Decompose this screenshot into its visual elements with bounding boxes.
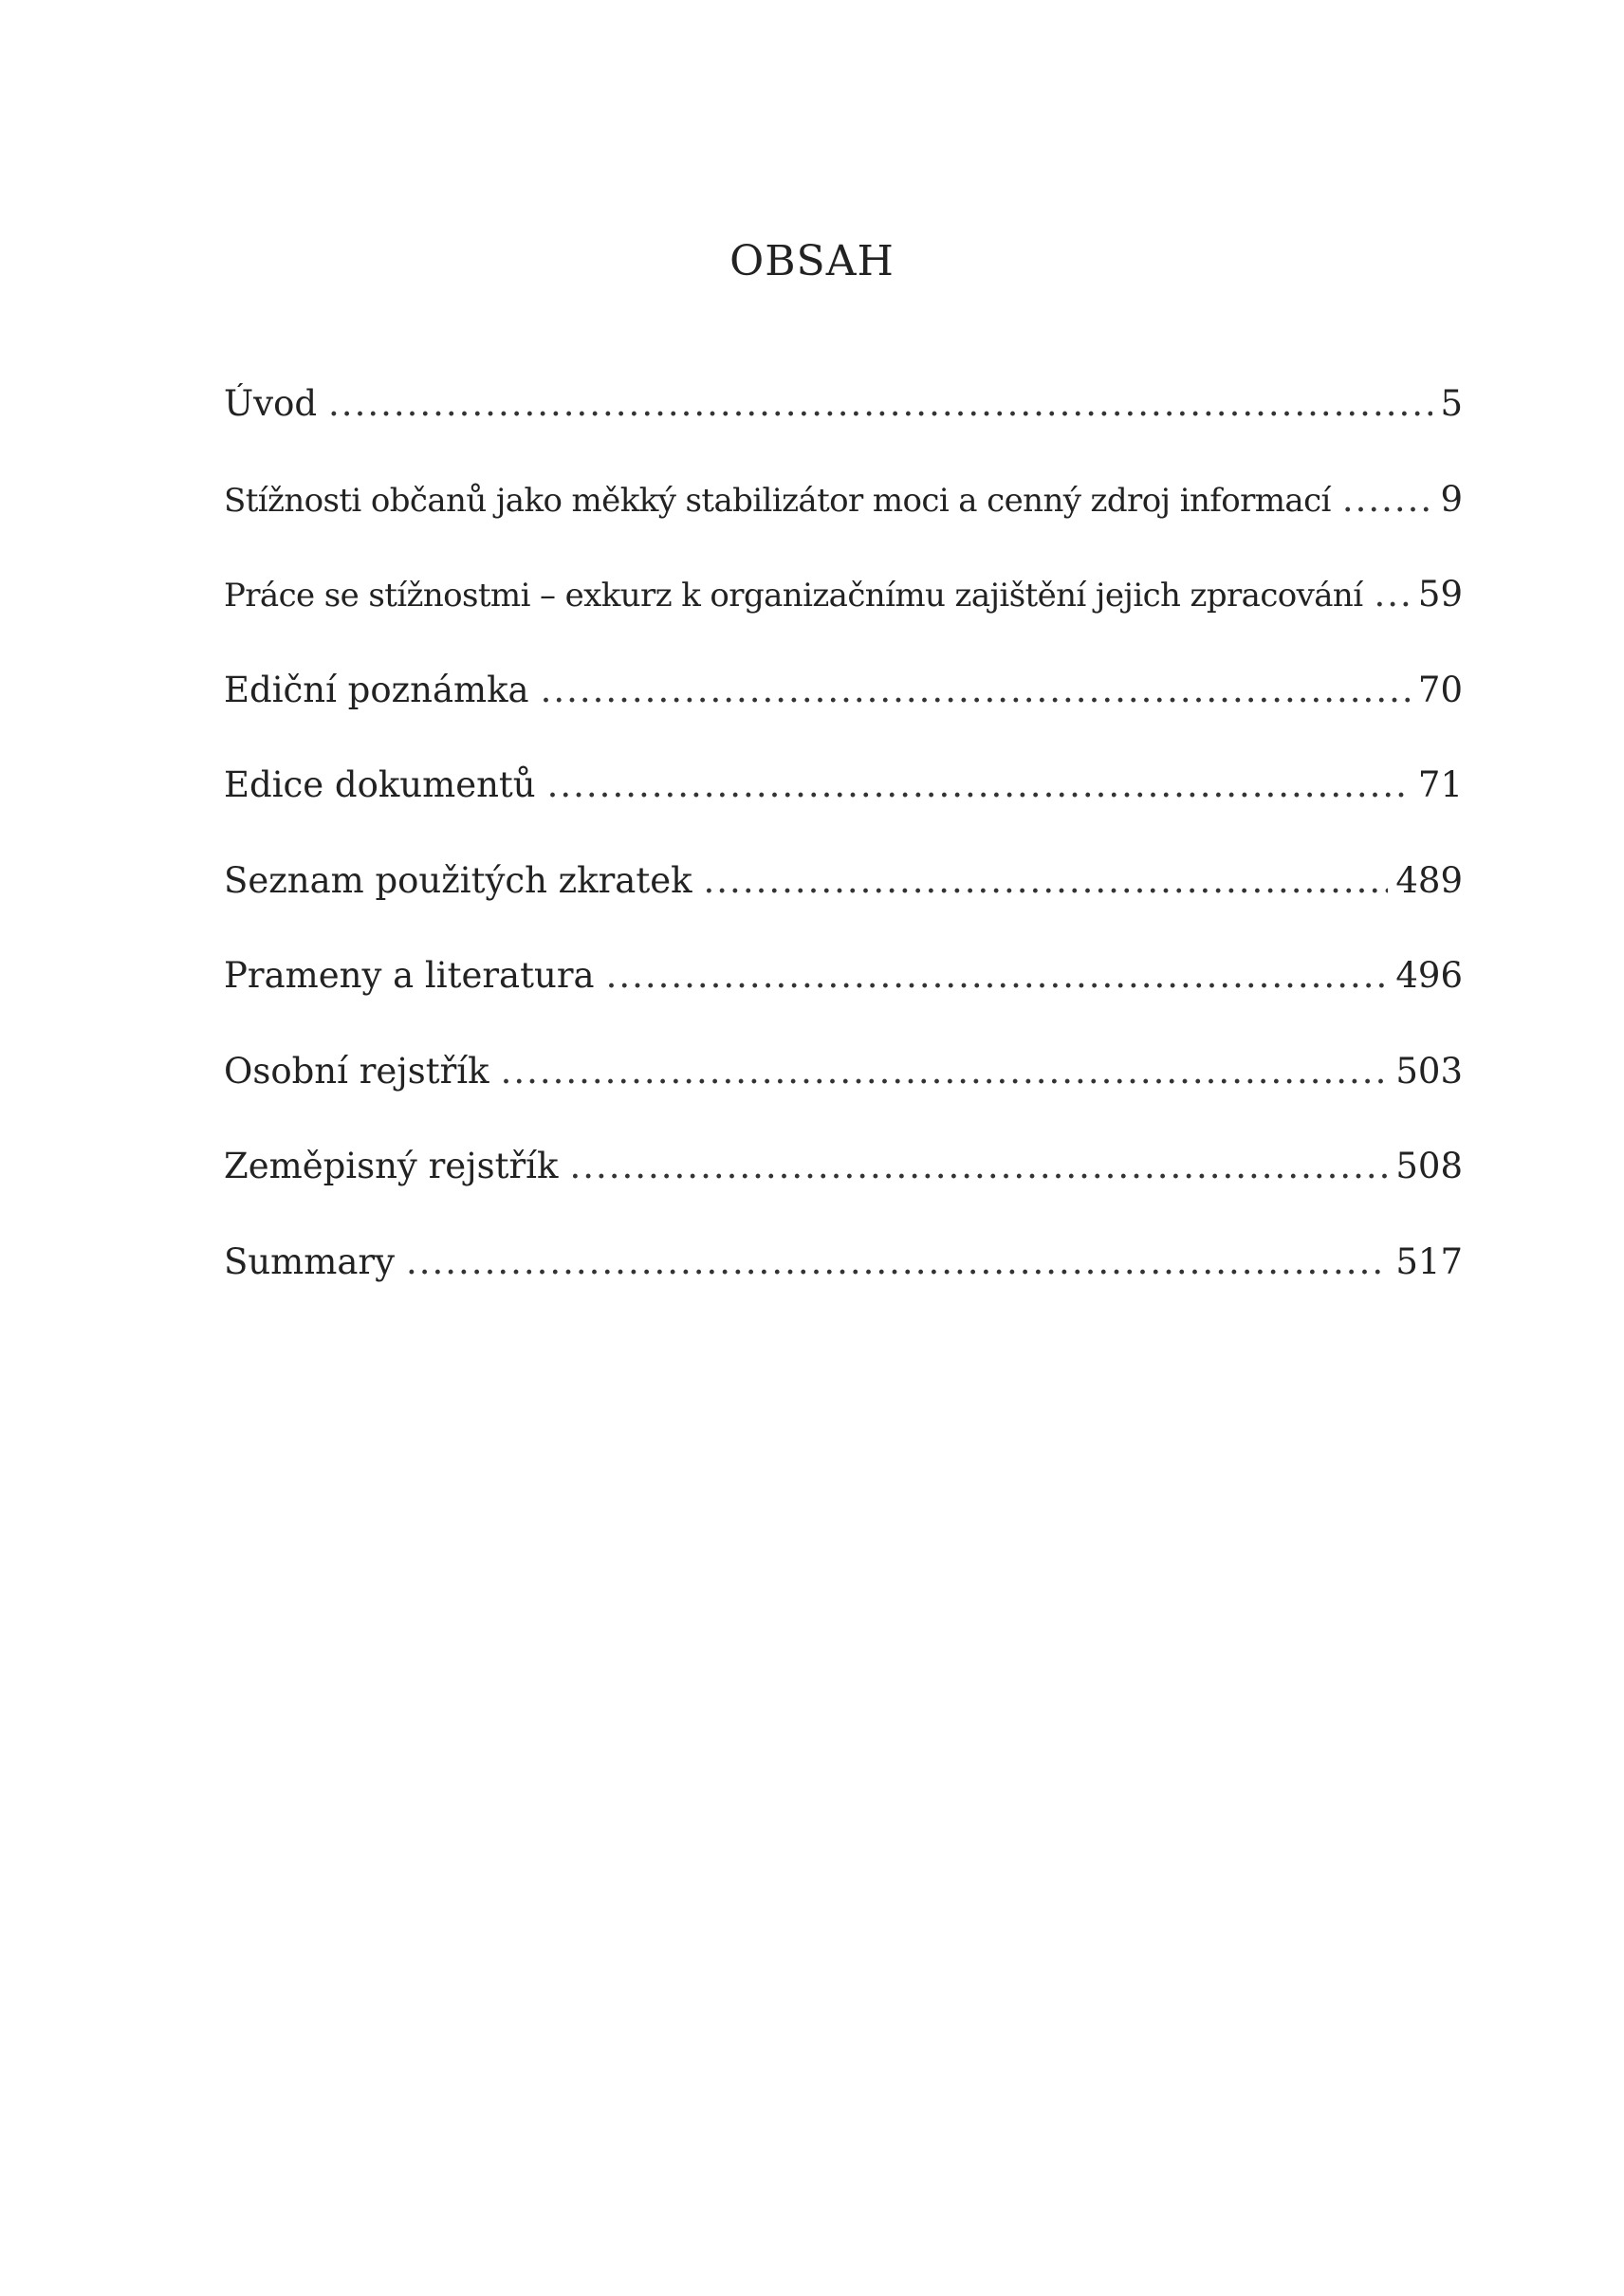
toc-leader-dots [704, 860, 1389, 901]
toc-entry-title: Práce se stížnostmi – exkurz k organizačnímu zajištění jejich zpracování [224, 577, 1363, 615]
toc-entry-title: Zeměpisný rejstřík [224, 1146, 559, 1186]
toc-entry-page: 489 [1395, 859, 1463, 901]
toc-entry-zemepisny-rejstrik[interactable] [224, 1146, 1463, 1241]
toc-entry-uvod[interactable] [224, 383, 1463, 479]
toc-entry-page: 70 [1417, 669, 1463, 710]
toc-entry-prameny-a-literatura[interactable] [224, 955, 1463, 1051]
toc-entry-prace-se-stiznostmi[interactable] [224, 574, 1463, 670]
toc-leader-dots [501, 1051, 1389, 1092]
toc-entry-page: 503 [1395, 1050, 1463, 1092]
toc-leader-dots [1375, 574, 1411, 615]
toc-entry-page: 517 [1395, 1240, 1463, 1282]
toc-entry-title: Prameny a literatura [224, 955, 595, 996]
toc-entry-title: Edice dokumentů [224, 764, 536, 805]
toc-entry-title: Seznam použitých zkratek [224, 859, 692, 901]
toc-entry-page: 9 [1440, 478, 1463, 520]
toc-entry-stiznosti-obcanu[interactable] [224, 479, 1463, 575]
toc-entry-edice-dokumentu[interactable] [224, 764, 1463, 860]
toc-entry-seznam-zkratek[interactable] [224, 860, 1463, 956]
toc-entry-summary[interactable] [224, 1241, 1463, 1337]
toc-entry-title: Úvod [224, 383, 318, 424]
toc-leader-dots [606, 955, 1389, 996]
toc-leader-dots [569, 1146, 1388, 1186]
toc-leader-dots [406, 1241, 1388, 1282]
toc-entry-page: 71 [1417, 764, 1463, 805]
toc-leader-dots [328, 383, 1432, 424]
table-of-contents [224, 383, 1463, 1336]
toc-entry-edicni-poznamka[interactable] [224, 670, 1463, 765]
toc-entry-title: Summary [224, 1240, 395, 1282]
toc-entry-title: Osobní rejstřík [224, 1050, 489, 1092]
toc-entry-page: 496 [1395, 955, 1463, 996]
toc-entry-title: Ediční poznámka [224, 669, 529, 710]
toc-entry-page: 59 [1417, 574, 1463, 615]
toc-leader-dots [547, 764, 1411, 805]
toc-entry-osobni-rejstrik[interactable] [224, 1051, 1463, 1147]
toc-entry-title: Stížnosti občanů jako měkký stabilizátor moci a cenný zdroj informací [224, 481, 1331, 520]
toc-leader-dots [1342, 479, 1433, 520]
toc-entry-page: 5 [1440, 383, 1463, 424]
toc-entry-page: 508 [1395, 1146, 1463, 1186]
toc-leader-dots [541, 670, 1411, 710]
toc-heading: OBSAH [729, 237, 895, 285]
